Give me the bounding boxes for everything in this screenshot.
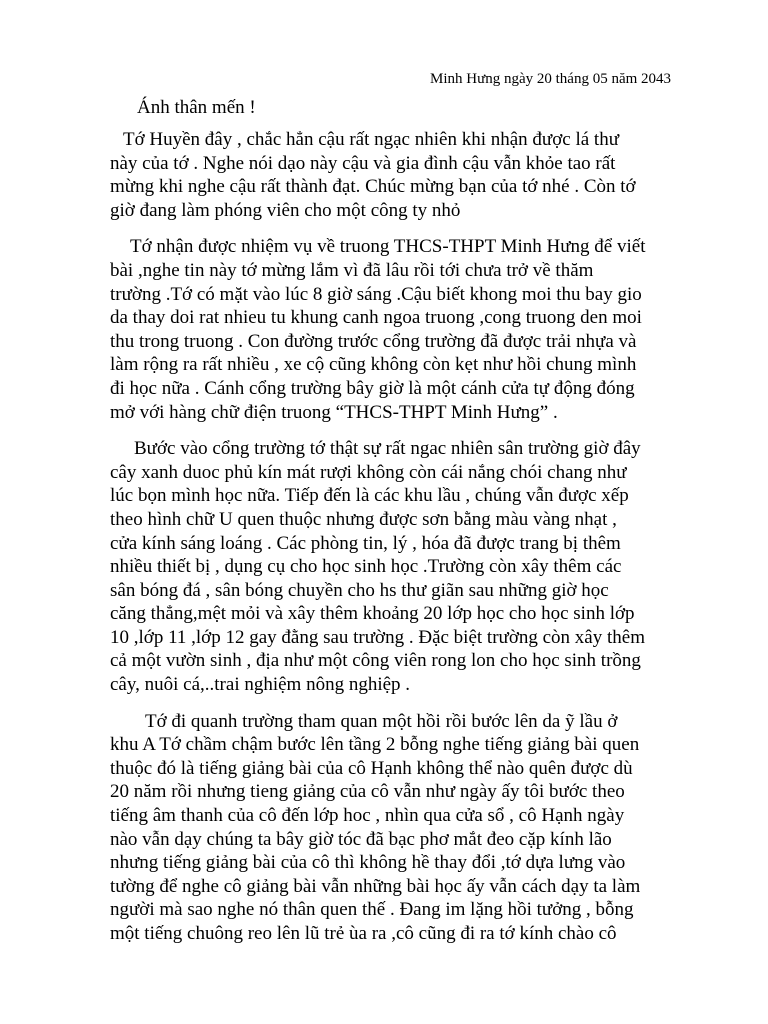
text-line: căng thẳng,mệt mỏi và xây thêm khoảng 20 lớp học cho học sinh lớp [110, 603, 635, 625]
text-line: Tớ đi quanh trường tham quan một hồi rồi bước lên da ỹ lầu ở [145, 710, 618, 732]
text-line: Tớ Huyền đây , chắc hẳn cậu rất ngạc nhiên khi nhận được lá thư [123, 129, 619, 150]
text-line: nào vẫn dạy chúng ta bây giờ tóc đã bạc phơ mắt đeo cặp kính lão [110, 828, 612, 850]
text-line: tiếng âm thanh của cô đến lớp hoc , nhìn qua cửa sổ , cô Hạnh ngày [110, 805, 625, 827]
text-line: cây, nuôi cá,..trai nghiệm nông nghiệp . [110, 674, 411, 696]
text-line: mở với hàng chữ điện truong “THCS-THPT Minh Hưng” . [110, 401, 558, 423]
text-line: khu A Tớ chầm chậm bước lên tầng 2 bỗng nghe tiếng giảng bài quen [110, 734, 640, 756]
text-line: thuộc đó là tiếng giảng bài của cô Hạnh không thể nào quên được dù [110, 757, 633, 779]
text-line: đi học nữa . Cánh cổng trường bây giờ là một cánh cửa tự động đóng [110, 377, 635, 399]
text-line: mừng khi nghe cậu rất thành đạt. Chúc mừng bạn của tớ nhé . Còn tớ [110, 176, 636, 198]
text-line: một tiếng chuông reo lên lũ trẻ ùa ra ,cô cũng đi ra tớ kính chào cô [110, 923, 617, 944]
paragraph [110, 235, 710, 424]
text-line: cửa kính sáng loáng . Các phòng tin, lý , hóa đã được trang bị thêm [110, 532, 621, 554]
text-line: bài ,nghe tin này tớ mừng lắm vì đã lâu rồi tới chưa trở về thăm [110, 259, 594, 281]
text-line: 20 năm rồi nhưng tieng giảng của cô vẫn như ngày ấy tôi bước theo [110, 781, 625, 803]
text-line: nhiều thiết bị , dụng cụ cho học sinh học .Trường còn xây thêm các [110, 556, 622, 578]
letter-body [110, 128, 710, 959]
text-line: nhưng tiếng giảng bài của cô thì không hề thay đổi ,tớ dựa lưng vào [110, 852, 626, 874]
text-line: Tớ nhận được nhiệm vụ về truong THCS-THPT Minh Hưng để viết [130, 236, 646, 258]
text-line: cây xanh duoc phủ kín mát rượi không còn cái nắng chói chang như [110, 461, 627, 483]
text-line: theo hình chữ U quen thuộc nhưng được sơn bằng màu vàng nhạt , [110, 508, 617, 530]
text-line: 10 ,lớp 11 ,lớp 12 gay đằng sau trường . Đặc biệt trường còn xây thêm [110, 626, 645, 648]
text-line: lúc bọn mình học nữa. Tiếp đến là các khu lầu , chúng vẫn được xếp [110, 485, 629, 507]
text-line: trường .Tớ có mặt vào lúc 8 giờ sáng .Cậu biết khong moi thu bay gio [110, 283, 642, 305]
text-line: sân bóng đá , sân bóng chuyền cho hs thư giãn sau những giờ học [110, 579, 609, 601]
greeting: Ánh thân mến ! [137, 97, 256, 118]
paragraph [110, 710, 710, 946]
text-line: người mà sao nghe nó thân quen thế . Đang im lặng hồi tưởng , bỗng [110, 899, 634, 921]
paragraph [110, 128, 710, 222]
text-line: giờ đang làm phóng viên cho một công ty nhỏ [110, 199, 461, 221]
paragraph [110, 437, 710, 697]
text-line: tường để nghe cô giảng bài vẫn những bài học ấy vẫn cách dạy ta làm [110, 875, 641, 897]
text-line: da thay doi rat nhieu tu khung canh ngoa truong ,cong truong den moi [110, 307, 642, 329]
text-line: này của tớ . Nghe nói dạo này cậu và gia đình cậu vẫn khỏe tao rất [110, 152, 616, 174]
text-line: cả một vườn sinh , địa như một công viên rong lon cho học sinh trồng [110, 650, 641, 672]
text-line: thu trong truong . Con đường trước cổng trường đã được trải nhựa và [110, 330, 637, 352]
text-line: Bước vào cổng trường tớ thật sự rất ngac nhiên sân trường giờ đây [134, 438, 641, 460]
text-line: làm rộng ra rất nhiều , xe cộ cũng không còn kẹt như hồi chung mình [110, 354, 637, 376]
dateline: Minh Hưng ngày 20 tháng 05 năm 2043 [430, 71, 672, 87]
